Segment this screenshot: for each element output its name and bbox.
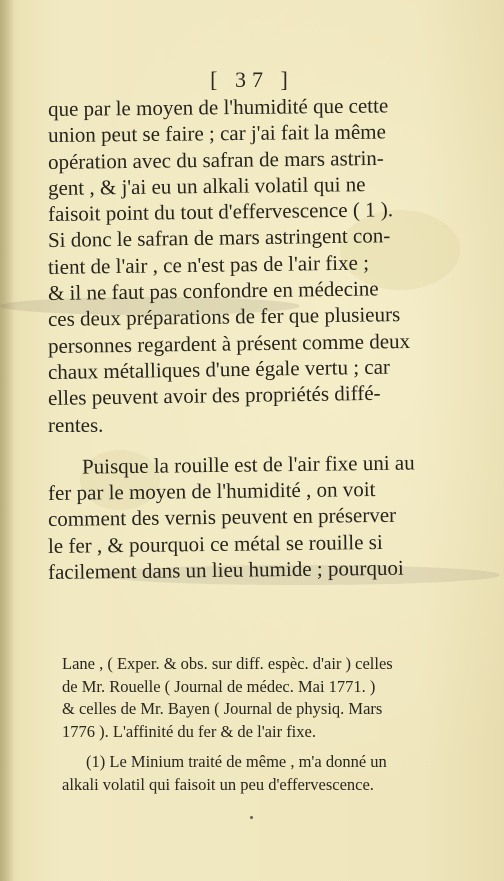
text-line: chaux métalliques d'une égale vertu ; car [47, 354, 391, 384]
text-line: elles peuvent avoir des propriétés diffé- [47, 381, 381, 411]
footnote-line: alkali volatil qui faisoit un peu d'effervescence. [62, 774, 374, 794]
text-line: tient de l'air , ce n'est pas de l'air fixe ; [47, 250, 370, 279]
text-line: union peut se faire ; car j'ai fait la même [47, 119, 386, 148]
text-line: ces deux préparations de fer que plusieurs [47, 302, 401, 332]
text-line: que par le moyen de l'humidité que cette [47, 93, 389, 121]
text-line: faisoit point du tout d'effervescence ( 1 ). [47, 197, 394, 227]
text-line: facilement dans un lieu humide ; pourquoi [47, 555, 404, 585]
text-line: gent , & j'ai eu un alkali volatil qui ne [47, 172, 366, 200]
footnote-line: & celles de Mr. Bayen ( Journal de physiq. Mars [62, 699, 383, 718]
text-line: opération avec du safran de mars astrin- [47, 145, 384, 174]
text-line: fer par le moyen de l'humidité , on voit [47, 477, 376, 506]
footnote-spacer [62, 743, 472, 751]
text-line: comment des vernis peuvent en préserver [47, 503, 397, 532]
text-line: personnes regardent à présent comme deux [47, 328, 411, 358]
paragraph-2 [47, 450, 466, 585]
footnote-line: Lane , ( Exper. & obs. sur diff. espèc. d'air ) celles [62, 654, 393, 673]
text-line: le fer , & pourquoi ce métal se rouille si [47, 529, 383, 558]
footnote-line: 1776 ). L'affinité du fer & de l'air fixe. [62, 721, 316, 741]
text-line: rentes. [48, 412, 104, 437]
page-number: [ 37 ] [210, 67, 294, 92]
text-line: Puisque la rouille est de l'air fixe uni au [81, 450, 415, 479]
main-text-body [47, 93, 466, 585]
footnote-continued [62, 653, 472, 743]
ink-speck [250, 816, 253, 819]
footnote-line: (1) Le Minium traité de même , m'a donné un [86, 752, 387, 771]
text-line: Si donc le safran de mars astringent con- [47, 223, 391, 253]
text-line: & il ne faut pas confondre en médecine [47, 276, 379, 306]
footnote-1 [62, 751, 472, 796]
paragraph-1 [47, 93, 466, 438]
page-gutter-shadow [0, 0, 14, 881]
footnote-line: de Mr. Rouelle ( Journal de médec. Mai 1771. ) [62, 676, 376, 696]
footnotes [62, 653, 472, 796]
